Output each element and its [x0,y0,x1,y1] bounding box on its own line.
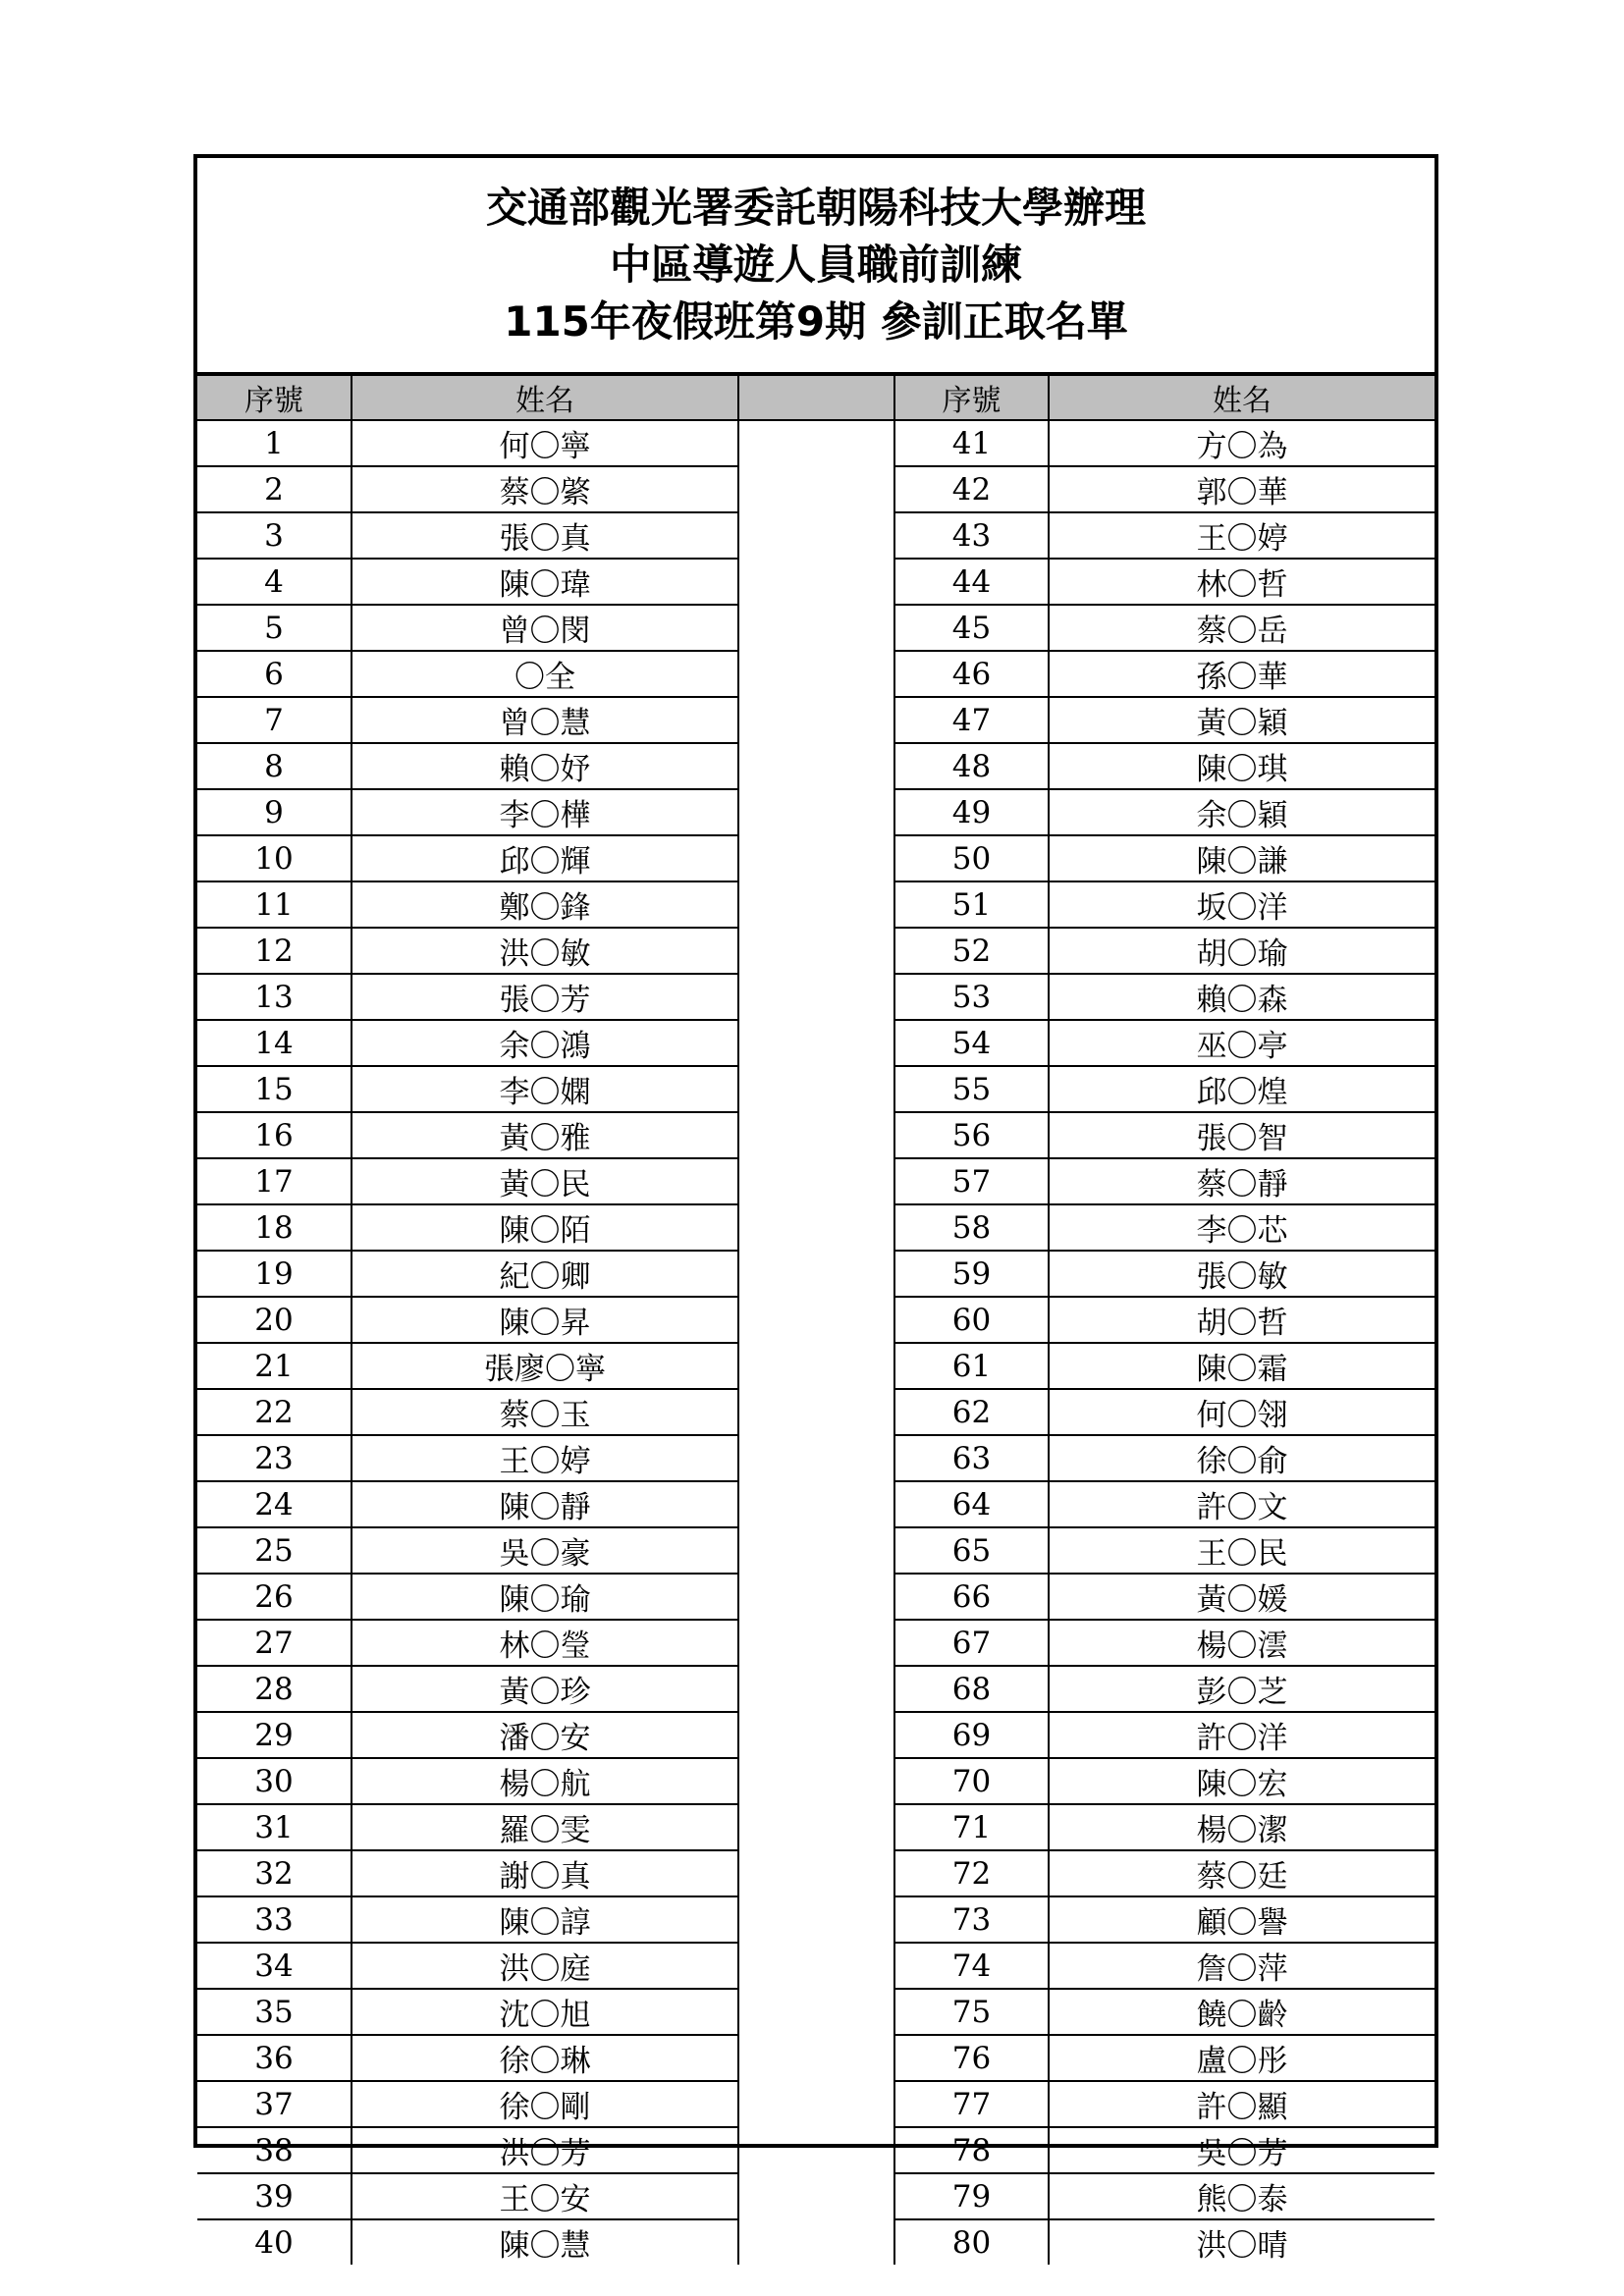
table-row [197,1666,1435,1712]
gap-cell [738,928,894,974]
gap-cell [738,559,894,605]
right-no-cell: 48 [894,743,1049,789]
left-name-cell: 林〇瑩 [352,1620,738,1666]
left-no-cell: 11 [197,881,352,928]
right-no-cell: 55 [894,1066,1049,1112]
left-no-cell: 3 [197,512,352,559]
table-row [197,605,1435,651]
left-name-cell: 李〇樺 [352,789,738,835]
title-line-1: 交通部觀光署委託朝陽科技大學辦理 [485,184,1146,232]
table-row [197,881,1435,928]
left-name-header: 姓名 [352,376,738,420]
gap-cell [738,789,894,835]
gap-cell [738,1204,894,1251]
left-no-cell: 35 [197,1989,352,2035]
left-no-cell: 10 [197,835,352,881]
gap-cell [738,1804,894,1850]
left-name-cell: 黃〇珍 [352,1666,738,1712]
left-name-cell: 邱〇輝 [352,835,738,881]
left-name-cell: 張〇真 [352,512,738,559]
right-no-cell: 44 [894,559,1049,605]
right-name-cell: 顧〇譽 [1049,1896,1435,1943]
gap-cell [738,2173,894,2219]
left-name-cell: 黃〇雅 [352,1112,738,1158]
left-name-cell: 陳〇諄 [352,1896,738,1943]
right-name-cell: 蔡〇廷 [1049,1850,1435,1896]
right-no-cell: 78 [894,2127,1049,2173]
right-name-cell: 吳〇芳 [1049,2127,1435,2173]
right-no-cell: 57 [894,1158,1049,1204]
right-name-cell: 黃〇穎 [1049,697,1435,743]
left-name-cell: 徐〇琳 [352,2035,738,2081]
right-no-cell: 65 [894,1527,1049,1574]
right-no-cell: 61 [894,1343,1049,1389]
gap-cell [738,651,894,697]
right-name-cell: 熊〇泰 [1049,2173,1435,2219]
title-line-3: 115年夜假班第9期 參訓正取名單 [504,297,1128,346]
left-no-cell: 24 [197,1481,352,1527]
left-no-cell: 13 [197,974,352,1020]
gap-cell [738,1020,894,1066]
right-name-cell: 蔡〇靜 [1049,1158,1435,1204]
right-name-cell: 王〇民 [1049,1527,1435,1574]
table-row [197,2035,1435,2081]
left-name-cell: 黃〇民 [352,1158,738,1204]
table-row [197,835,1435,881]
right-name-cell: 坂〇洋 [1049,881,1435,928]
left-name-cell: 蔡〇玉 [352,1389,738,1435]
right-name-cell: 林〇哲 [1049,559,1435,605]
left-no-cell: 5 [197,605,352,651]
left-no-cell: 25 [197,1527,352,1574]
table-row [197,1850,1435,1896]
left-no-cell: 29 [197,1712,352,1758]
left-name-cell: 洪〇庭 [352,1943,738,1989]
right-name-cell: 李〇芯 [1049,1204,1435,1251]
left-no-cell: 19 [197,1251,352,1297]
right-no-cell: 77 [894,2081,1049,2127]
right-no-cell: 76 [894,2035,1049,2081]
left-name-cell: 蔡〇綮 [352,466,738,512]
left-name-cell: 〇全 [352,651,738,697]
right-name-cell: 胡〇哲 [1049,1297,1435,1343]
right-no-cell: 52 [894,928,1049,974]
left-name-cell: 張〇芳 [352,974,738,1020]
left-name-cell: 李〇嫻 [352,1066,738,1112]
right-name-cell: 黃〇媛 [1049,1574,1435,1620]
right-name-cell: 方〇為 [1049,420,1435,466]
gap-cell [738,1435,894,1481]
table-row [197,1574,1435,1620]
gap-cell [738,2035,894,2081]
left-no-cell: 31 [197,1804,352,1850]
right-no-cell: 75 [894,1989,1049,2035]
right-no-cell: 64 [894,1481,1049,1527]
right-no-cell: 46 [894,651,1049,697]
left-name-cell: 余〇鴻 [352,1020,738,1066]
right-no-cell: 45 [894,605,1049,651]
left-no-cell: 27 [197,1620,352,1666]
gap-cell [738,1158,894,1204]
right-name-cell: 許〇文 [1049,1481,1435,1527]
right-name-cell: 胡〇瑜 [1049,928,1435,974]
gap-cell [738,466,894,512]
gap-cell [738,835,894,881]
gap-cell [738,420,894,466]
table-row [197,2173,1435,2219]
gap-cell [738,1066,894,1112]
table-row [197,789,1435,835]
right-no-cell: 67 [894,1620,1049,1666]
table-row [197,1158,1435,1204]
gap-cell [738,1850,894,1896]
right-no-cell: 58 [894,1204,1049,1251]
right-no-cell: 62 [894,1389,1049,1435]
left-name-cell: 羅〇雯 [352,1804,738,1850]
right-name-cell: 許〇顯 [1049,2081,1435,2127]
left-no-cell: 21 [197,1343,352,1389]
gap-cell [738,697,894,743]
left-no-cell: 7 [197,697,352,743]
left-name-cell: 洪〇敏 [352,928,738,974]
left-no-cell: 40 [197,2219,352,2265]
left-no-cell: 14 [197,1020,352,1066]
left-no-cell: 1 [197,420,352,466]
left-name-cell: 楊〇航 [352,1758,738,1804]
table-row [197,559,1435,605]
right-no-cell: 79 [894,2173,1049,2219]
gap-cell [738,1574,894,1620]
left-no-cell: 39 [197,2173,352,2219]
title-line-2: 中區導遊人員職前訓練 [609,240,1022,289]
right-no-cell: 80 [894,2219,1049,2265]
right-no-cell: 68 [894,1666,1049,1712]
gap-cell [738,605,894,651]
left-no-cell: 4 [197,559,352,605]
right-name-header: 姓名 [1049,376,1435,420]
gap-cell [738,881,894,928]
left-no-cell: 8 [197,743,352,789]
title-block [197,158,1435,376]
left-name-cell: 潘〇安 [352,1712,738,1758]
left-no-cell: 15 [197,1066,352,1112]
left-name-cell: 紀〇卿 [352,1251,738,1297]
gap-cell [738,1989,894,2035]
left-name-cell: 陳〇瑜 [352,1574,738,1620]
left-no-cell: 28 [197,1666,352,1712]
right-no-cell: 41 [894,420,1049,466]
table-row [197,1112,1435,1158]
table-row [197,651,1435,697]
right-no-cell: 47 [894,697,1049,743]
left-name-cell: 賴〇妤 [352,743,738,789]
table-row [197,1527,1435,1574]
gap-cell [738,1527,894,1574]
left-no-cell: 22 [197,1389,352,1435]
right-no-cell: 43 [894,512,1049,559]
gap-cell [738,2219,894,2265]
left-name-cell: 陳〇昇 [352,1297,738,1343]
left-name-cell: 陳〇瑋 [352,559,738,605]
right-name-cell: 徐〇俞 [1049,1435,1435,1481]
gap-cell [738,2081,894,2127]
left-name-cell: 曾〇閔 [352,605,738,651]
header-row [197,376,1435,420]
right-no-cell: 59 [894,1251,1049,1297]
left-no-cell: 30 [197,1758,352,1804]
left-no-header: 序號 [197,376,352,420]
gap-cell [738,1712,894,1758]
table-row [197,1943,1435,1989]
right-name-cell: 郭〇華 [1049,466,1435,512]
table-row [197,1204,1435,1251]
right-no-cell: 72 [894,1850,1049,1896]
gap-cell [738,512,894,559]
table-row [197,512,1435,559]
table-row [197,420,1435,466]
gap-cell [738,2127,894,2173]
table-row [197,1066,1435,1112]
right-no-cell: 66 [894,1574,1049,1620]
left-name-cell: 王〇安 [352,2173,738,2219]
table-row [197,743,1435,789]
right-name-cell: 巫〇亭 [1049,1020,1435,1066]
left-no-cell: 36 [197,2035,352,2081]
left-name-cell: 王〇婷 [352,1435,738,1481]
right-name-cell: 許〇洋 [1049,1712,1435,1758]
left-name-cell: 洪〇芳 [352,2127,738,2173]
right-name-cell: 陳〇宏 [1049,1758,1435,1804]
right-name-cell: 邱〇煌 [1049,1066,1435,1112]
right-no-cell: 74 [894,1943,1049,1989]
left-name-cell: 陳〇慧 [352,2219,738,2265]
table-row [197,466,1435,512]
right-name-cell: 洪〇晴 [1049,2219,1435,2265]
table-row [197,974,1435,1020]
left-no-cell: 38 [197,2127,352,2173]
table-row [197,1758,1435,1804]
gap-cell [738,1758,894,1804]
left-no-cell: 12 [197,928,352,974]
left-no-cell: 9 [197,789,352,835]
right-no-cell: 60 [894,1297,1049,1343]
table-row [197,1297,1435,1343]
roster-sheet [193,154,1438,2264]
gap-cell [738,974,894,1020]
table-row [197,1251,1435,1297]
right-name-cell: 蔡〇岳 [1049,605,1435,651]
right-no-cell: 54 [894,1020,1049,1066]
left-name-cell: 陳〇陌 [352,1204,738,1251]
left-name-cell: 曾〇慧 [352,697,738,743]
right-name-cell: 盧〇彤 [1049,2035,1435,2081]
right-name-cell: 賴〇森 [1049,974,1435,1020]
table-row [197,2219,1435,2265]
left-name-cell: 陳〇靜 [352,1481,738,1527]
left-name-cell: 謝〇真 [352,1850,738,1896]
right-name-cell: 何〇翎 [1049,1389,1435,1435]
right-name-cell: 張〇智 [1049,1112,1435,1158]
right-name-cell: 楊〇潔 [1049,1804,1435,1850]
table-row [197,1389,1435,1435]
gap-cell [738,1343,894,1389]
right-name-cell: 陳〇琪 [1049,743,1435,789]
table-row [197,1989,1435,2035]
left-name-cell: 張廖〇寧 [352,1343,738,1389]
right-name-cell: 陳〇謙 [1049,835,1435,881]
gap-cell [738,1666,894,1712]
right-no-cell: 63 [894,1435,1049,1481]
left-no-cell: 34 [197,1943,352,1989]
table-row [197,928,1435,974]
right-name-cell: 彭〇芝 [1049,1666,1435,1712]
right-name-cell: 孫〇華 [1049,651,1435,697]
right-no-cell: 51 [894,881,1049,928]
right-name-cell: 張〇敏 [1049,1251,1435,1297]
right-name-cell: 饒〇齡 [1049,1989,1435,2035]
left-no-cell: 33 [197,1896,352,1943]
table-row [197,1804,1435,1850]
right-name-cell: 王〇婷 [1049,512,1435,559]
left-name-cell: 吳〇豪 [352,1527,738,1574]
left-name-cell: 鄭〇鋒 [352,881,738,928]
table-row [197,1620,1435,1666]
left-no-cell: 20 [197,1297,352,1343]
right-name-cell: 楊〇澐 [1049,1620,1435,1666]
right-no-cell: 70 [894,1758,1049,1804]
left-no-cell: 2 [197,466,352,512]
left-no-cell: 37 [197,2081,352,2127]
right-no-cell: 49 [894,789,1049,835]
table-row [197,2127,1435,2173]
right-no-header: 序號 [894,376,1049,420]
table-row [197,1481,1435,1527]
gap-cell [738,1943,894,1989]
gap-cell [738,743,894,789]
right-name-cell: 陳〇霜 [1049,1343,1435,1389]
gap-cell [738,1896,894,1943]
gap-header [738,376,894,420]
right-name-cell: 余〇穎 [1049,789,1435,835]
right-name-cell: 詹〇萍 [1049,1943,1435,1989]
table-row [197,1020,1435,1066]
gap-cell [738,1620,894,1666]
left-no-cell: 26 [197,1574,352,1620]
gap-cell [738,1389,894,1435]
left-name-cell: 徐〇剛 [352,2081,738,2127]
right-no-cell: 73 [894,1896,1049,1943]
left-no-cell: 18 [197,1204,352,1251]
left-no-cell: 16 [197,1112,352,1158]
table-row [197,1896,1435,1943]
left-name-cell: 何〇寧 [352,420,738,466]
left-no-cell: 23 [197,1435,352,1481]
table-row [197,1712,1435,1758]
right-no-cell: 50 [894,835,1049,881]
left-no-cell: 6 [197,651,352,697]
gap-cell [738,1297,894,1343]
right-no-cell: 71 [894,1804,1049,1850]
right-no-cell: 53 [894,974,1049,1020]
table-row [197,697,1435,743]
gap-cell [738,1251,894,1297]
right-no-cell: 69 [894,1712,1049,1758]
left-no-cell: 17 [197,1158,352,1204]
left-name-cell: 沈〇旭 [352,1989,738,2035]
table-row [197,1343,1435,1389]
gap-cell [738,1481,894,1527]
table-row [197,1435,1435,1481]
right-no-cell: 56 [894,1112,1049,1158]
gap-cell [738,1112,894,1158]
left-no-cell: 32 [197,1850,352,1896]
roster-table [197,376,1435,2265]
table-row [197,2081,1435,2127]
right-no-cell: 42 [894,466,1049,512]
